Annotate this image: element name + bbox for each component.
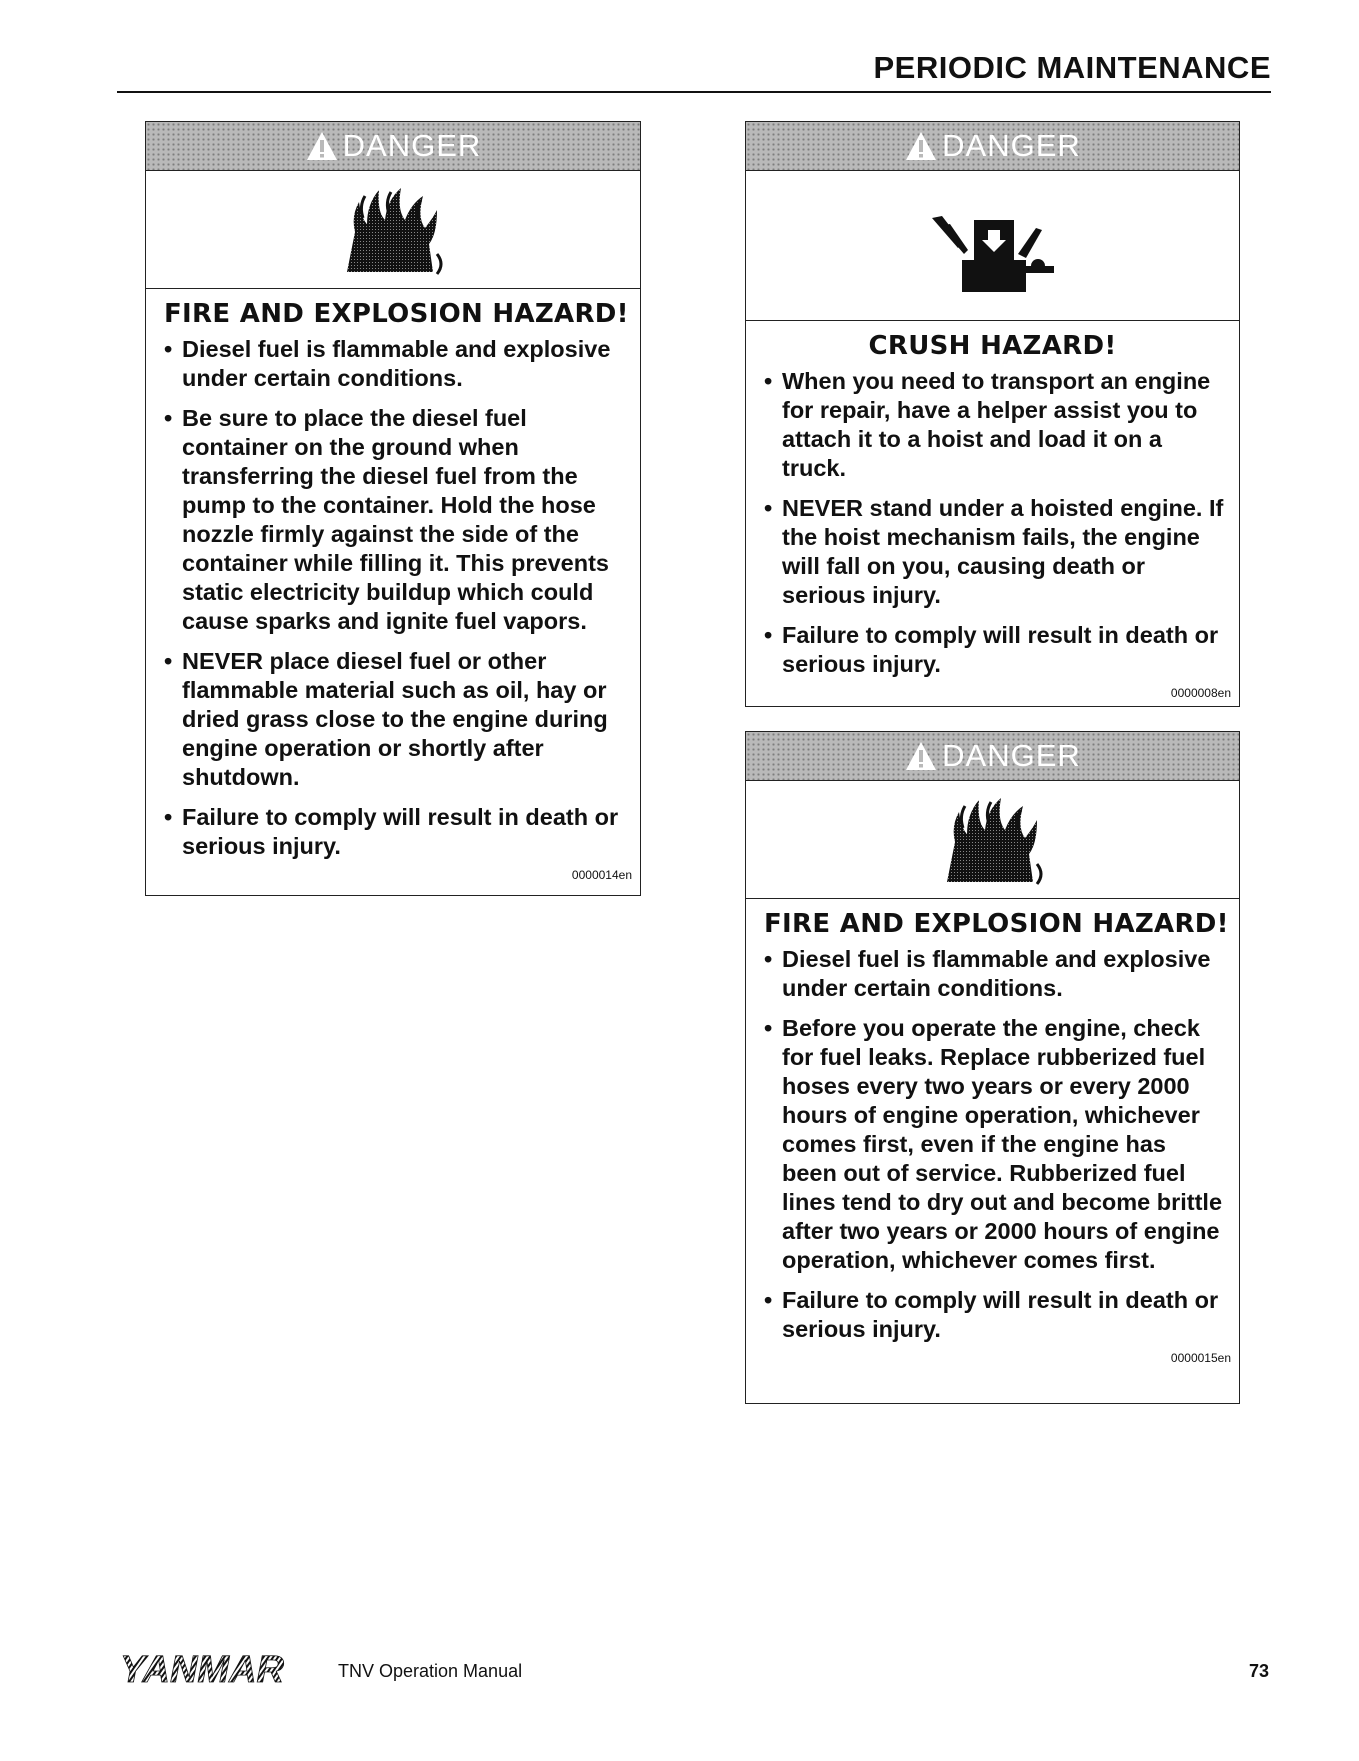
fire-icon bbox=[333, 184, 453, 276]
page-number: 73 bbox=[1248, 1661, 1269, 1681]
label-code: 0000008en bbox=[1170, 686, 1231, 700]
pictogram-area bbox=[746, 781, 1239, 899]
hazard-bullet: • When you need to transport an engine for repair, have a helper assist you to attach it to a hoist and load it on a truck. bbox=[762, 367, 1227, 483]
warning-triangle-icon bbox=[904, 130, 938, 162]
hazard-bullet: • Failure to comply will result in death or serious injury. bbox=[762, 1286, 1227, 1344]
crush-hazard-icon bbox=[928, 196, 1058, 296]
hazard-title: FIRE AND EXPLOSION HAZARD! bbox=[764, 909, 1229, 939]
hazard-title: FIRE AND EXPLOSION HAZARD! bbox=[164, 299, 629, 329]
danger-panel-fire-left bbox=[145, 121, 641, 896]
hazard-bullet: • Failure to comply will result in death or serious injury. bbox=[762, 621, 1227, 679]
yanmar-logo bbox=[120, 1651, 322, 1685]
hazard-bullet: • NEVER stand under a hoisted engine. If the hoist mechanism fails, the engine will fall on you, causing death or serious injury. bbox=[762, 494, 1227, 610]
hazard-bullet-list bbox=[746, 367, 1239, 679]
hazard-bullet: • Diesel fuel is flammable and explosive under certain conditions. bbox=[162, 335, 628, 393]
danger-banner bbox=[146, 122, 640, 171]
pictogram-area bbox=[146, 171, 640, 289]
label-code: 0000015en bbox=[1170, 1351, 1231, 1365]
hazard-bullet: • Be sure to place the diesel fuel container on the ground when transferring the diesel fuel from the pump to the container. Hold the hose nozzle firmly against the side of the container while filling it. This prevents static electricity buildup which could cause sparks and ignite fuel vapors. bbox=[162, 404, 628, 636]
hazard-bullet: • Before you operate the engine, check for fuel leaks. Replace rubberized fuel hoses every two years or every 2000 hours of engine operation, whichever comes first, even if the engine has been out of service. Rubberized fuel lines tend to dry out and become brittle after two years or 2000 hours of engine operation, whichever comes first. bbox=[762, 1014, 1227, 1275]
section-title: PERIODIC MAINTENANCE bbox=[873, 50, 1271, 85]
hazard-bullet: • NEVER place diesel fuel or other flammable material such as oil, hay or dried grass close to the engine during engine operation or shortly after shutdown. bbox=[162, 647, 628, 792]
header-rule bbox=[117, 91, 1271, 93]
danger-banner bbox=[746, 732, 1239, 781]
hazard-bullet-list bbox=[146, 335, 640, 861]
danger-panel-crush bbox=[745, 121, 1240, 707]
signal-word: DANGER bbox=[942, 128, 1081, 163]
pictogram-area bbox=[746, 171, 1239, 321]
danger-panel-fire-right bbox=[745, 731, 1240, 1404]
warning-triangle-icon bbox=[904, 740, 938, 772]
label-code: 0000014en bbox=[571, 868, 632, 882]
manual-title: TNV Operation Manual bbox=[338, 1661, 523, 1681]
hazard-title: CRUSH HAZARD! bbox=[868, 331, 1117, 361]
danger-banner bbox=[746, 122, 1239, 171]
hazard-bullet-list bbox=[746, 945, 1239, 1344]
hazard-bullet: • Failure to comply will result in death or serious injury. bbox=[162, 803, 628, 861]
hazard-bullet: • Diesel fuel is flammable and explosive under certain conditions. bbox=[762, 945, 1227, 1003]
fire-icon bbox=[933, 794, 1053, 886]
warning-triangle-icon bbox=[305, 130, 339, 162]
signal-word: DANGER bbox=[342, 128, 482, 163]
logo-wordmark: YANMAR bbox=[120, 1651, 284, 1685]
signal-word: DANGER bbox=[942, 738, 1081, 773]
